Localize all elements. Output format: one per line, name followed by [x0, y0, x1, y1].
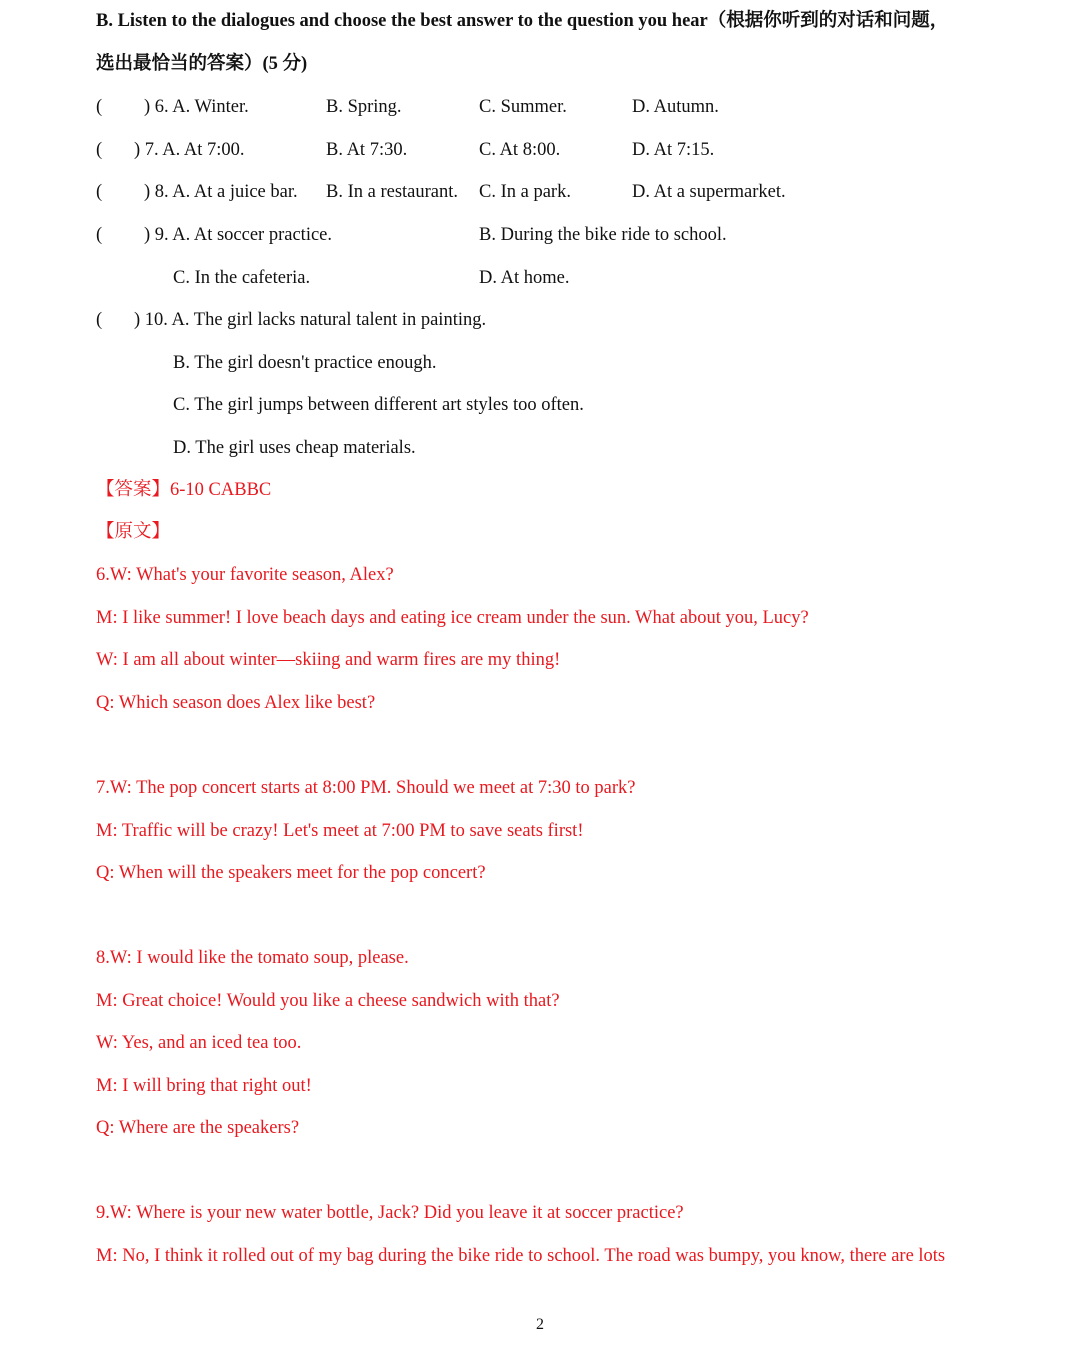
question-8-option-c: C. In a park. [479, 182, 571, 202]
transcript-line: W: Yes, and an iced tea too. [96, 1033, 302, 1053]
question-9-option-a: ) 9. A. At soccer practice. [144, 225, 333, 245]
transcript-line: Q: Which season does Alex like best? [96, 693, 376, 713]
question-7-option-d: D. At 7:15. [632, 140, 715, 160]
answer-label: 【答案】 [96, 480, 171, 500]
transcript-line: 7.W: The pop concert starts at 8:00 PM. Should we meet at 7:30 to park? [96, 778, 636, 798]
question-10-option-c: C. The girl jumps between different art styles too often. [173, 395, 584, 415]
question-8-option-b: B. In a restaurant. [326, 182, 459, 202]
answer-value: 6-10 CABBC [170, 480, 272, 500]
question-7-option-c: C. At 8:00. [479, 140, 561, 160]
transcript-line: M: No, I think it rolled out of my bag during the bike ride to school. The road was bumpy, you know, there are lots [96, 1246, 946, 1266]
question-8-option-a: ) 8. A. At a juice bar. [144, 182, 298, 202]
answer-paren: ( [96, 310, 103, 330]
question-7-option-a: ) 7. A. At 7:00. [134, 140, 245, 160]
transcript-line: W: I am all about winter—skiing and warm fires are my thing! [96, 650, 561, 670]
transcript-line: Q: Where are the speakers? [96, 1118, 300, 1138]
answer-paren: ( [96, 225, 103, 245]
question-6-option-b: B. Spring. [326, 97, 402, 117]
question-8-option-d: D. At a supermarket. [632, 182, 786, 202]
answer-paren: ( [96, 97, 103, 117]
question-7-option-b: B. At 7:30. [326, 140, 408, 160]
section-heading-line-1: B. Listen to the dialogues and choose the best answer to the question you hear（根据你听到的对话和问题， [96, 11, 949, 31]
answer-paren: ( [96, 182, 103, 202]
transcript-line: M: Great choice! Would you like a cheese sandwich with that? [96, 991, 560, 1011]
question-10-option-a: ) 10. A. The girl lacks natural talent in painting. [134, 310, 487, 330]
question-6-option-a: ) 6. A. Winter. [144, 97, 249, 117]
question-6-option-c: C. Summer. [479, 97, 567, 117]
transcript-line: M: Traffic will be crazy! Let's meet at 7:00 PM to save seats first! [96, 821, 584, 841]
question-6-option-d: D. Autumn. [632, 97, 719, 117]
transcript-line: M: I like summer! I love beach days and eating ice cream under the sun. What about you, Lucy? [96, 608, 809, 628]
page-number: 2 [536, 1316, 544, 1333]
answer-paren: ( [96, 140, 103, 160]
transcript-line: 8.W: I would like the tomato soup, please. [96, 948, 409, 968]
question-10-option-d: D. The girl uses cheap materials. [173, 438, 416, 458]
transcript-line: Q: When will the speakers meet for the pop concert? [96, 863, 486, 883]
section-heading-line-2: 选出最恰当的答案）(5 分) [96, 54, 308, 74]
question-9-option-c: C. In the cafeteria. [173, 268, 311, 288]
transcript-label: 【原文】 [96, 522, 171, 542]
question-9-option-b: B. During the bike ride to school. [479, 225, 727, 245]
question-9-option-d: D. At home. [479, 268, 570, 288]
transcript-line: 9.W: Where is your new water bottle, Jack? Did you leave it at soccer practice? [96, 1203, 684, 1223]
transcript-line: 6.W: What's your favorite season, Alex? [96, 565, 394, 585]
answer-key [96, 478, 271, 502]
question-10-option-b: B. The girl doesn't practice enough. [173, 353, 437, 373]
transcript-line: M: I will bring that right out! [96, 1076, 312, 1096]
